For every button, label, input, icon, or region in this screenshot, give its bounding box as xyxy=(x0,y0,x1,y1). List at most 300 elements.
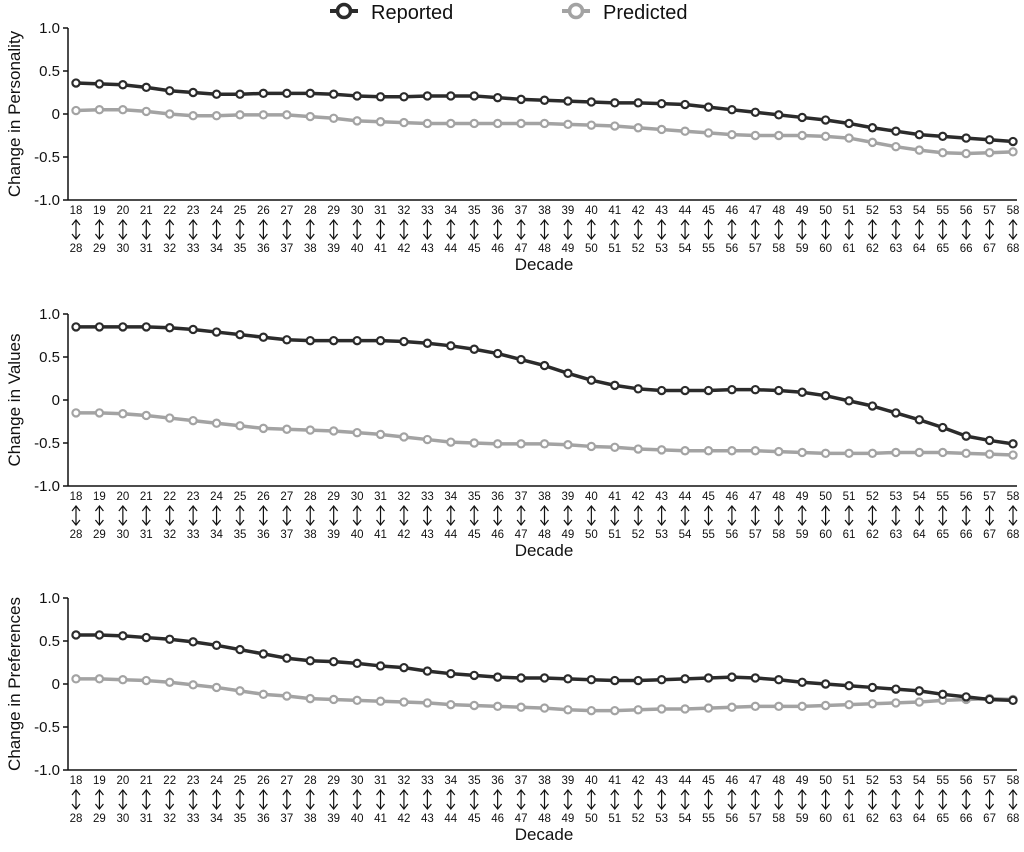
x-tick-label-end: 40 xyxy=(350,243,364,255)
x-tick-label-end: 47 xyxy=(514,243,528,255)
x-tick-label-start: 42 xyxy=(631,205,645,217)
y-tick-label: 1.0 xyxy=(39,306,60,323)
series-predicted-point xyxy=(377,698,384,705)
x-tick-label-start: 55 xyxy=(936,491,950,503)
x-tick-label-start: 44 xyxy=(678,205,692,217)
x-tick-range-arrow xyxy=(728,506,736,525)
series-reported-point xyxy=(96,323,103,330)
series-predicted-point xyxy=(354,429,361,436)
x-tick-label-end: 34 xyxy=(210,529,223,541)
series-predicted-point xyxy=(564,121,571,128)
series-reported-point xyxy=(541,97,548,104)
series-predicted-point xyxy=(963,150,970,157)
x-tick-label-end: 31 xyxy=(139,813,153,825)
x-tick-label-start: 41 xyxy=(608,775,622,787)
series-reported-point xyxy=(869,684,876,691)
x-tick-label-start: 52 xyxy=(866,775,879,787)
series-reported-point xyxy=(845,120,852,127)
series-predicted-point xyxy=(635,445,642,452)
x-tick-label-end: 45 xyxy=(467,813,481,825)
x-tick-label-start: 46 xyxy=(725,205,739,217)
series-predicted-point xyxy=(845,701,852,708)
series-predicted-point xyxy=(213,420,220,427)
y-tick-label: -1.0 xyxy=(34,478,60,495)
series-reported-point xyxy=(213,91,220,98)
series-reported-point xyxy=(963,134,970,141)
series-reported-point xyxy=(517,356,524,363)
x-tick-range-arrow xyxy=(283,790,291,809)
x-tick-range-arrow xyxy=(72,220,80,239)
x-tick-label-start: 57 xyxy=(983,775,996,787)
series-predicted-point xyxy=(471,439,478,446)
x-tick-label-end: 43 xyxy=(420,529,434,541)
series-predicted-point xyxy=(72,409,79,416)
x-tick-range-arrow xyxy=(728,220,736,239)
x-tick-range-arrow xyxy=(166,220,174,239)
x-tick-label-start: 47 xyxy=(748,205,762,217)
series-predicted-point xyxy=(869,450,876,457)
x-tick-label-start: 30 xyxy=(350,491,364,503)
series-predicted-point xyxy=(72,107,79,114)
series-reported-point xyxy=(681,387,688,394)
x-tick-range-arrow xyxy=(868,790,876,809)
series-predicted-point xyxy=(916,698,923,705)
x-tick-range-arrow xyxy=(423,790,431,809)
series-reported-point xyxy=(635,385,642,392)
series-reported-point xyxy=(236,91,243,98)
x-tick-label-start: 51 xyxy=(842,775,856,787)
x-tick-label-start: 37 xyxy=(514,205,528,217)
x-tick-label-start: 45 xyxy=(702,205,715,217)
series-predicted-point xyxy=(799,703,806,710)
series-reported-point xyxy=(213,328,220,335)
series-reported-point xyxy=(1009,138,1016,145)
x-tick-label-end: 59 xyxy=(795,529,809,541)
x-tick-range-arrow xyxy=(517,790,525,809)
y-tick-label: -1.0 xyxy=(34,192,60,209)
series-reported-point xyxy=(892,686,899,693)
x-tick-range-arrow xyxy=(189,506,197,525)
y-tick-label: -0.5 xyxy=(34,149,60,166)
series-predicted-point xyxy=(260,111,267,118)
x-tick-label-start: 19 xyxy=(93,205,106,217)
x-tick-label-start: 34 xyxy=(444,491,458,503)
x-tick-range-arrow xyxy=(915,790,923,809)
x-tick-label-start: 30 xyxy=(350,205,364,217)
y-tick-label: 0 xyxy=(51,676,60,693)
x-tick-label-start: 42 xyxy=(631,775,645,787)
series-predicted-point xyxy=(236,422,243,429)
series-reported-point xyxy=(143,323,150,330)
x-tick-range-arrow xyxy=(330,790,338,809)
series-reported-point xyxy=(424,340,431,347)
x-tick-label-end: 38 xyxy=(303,529,317,541)
x-tick-label-end: 66 xyxy=(959,243,973,255)
x-tick-label-start: 36 xyxy=(491,205,505,217)
series-reported-point xyxy=(705,674,712,681)
series-predicted-point xyxy=(307,695,314,702)
x-tick-label-end: 31 xyxy=(139,529,153,541)
x-tick-label-start: 21 xyxy=(139,775,153,787)
x-tick-label-end: 42 xyxy=(397,243,411,255)
x-tick-range-arrow xyxy=(915,506,923,525)
x-tick-range-arrow xyxy=(704,790,712,809)
x-tick-label-start: 54 xyxy=(912,205,926,217)
series-reported-point xyxy=(166,636,173,643)
x-tick-range-arrow xyxy=(681,790,689,809)
x-tick-range-arrow xyxy=(400,506,408,525)
series-predicted-point xyxy=(611,444,618,451)
x-tick-label-end: 57 xyxy=(748,243,762,255)
x-tick-label-start: 57 xyxy=(983,491,996,503)
series-reported-point xyxy=(471,672,478,679)
x-tick-range-arrow xyxy=(611,506,619,525)
x-tick-range-arrow xyxy=(634,220,642,239)
series-reported-point xyxy=(822,392,829,399)
x-tick-range-arrow xyxy=(447,220,455,239)
series-reported-point xyxy=(400,93,407,100)
series-predicted-point xyxy=(260,691,267,698)
series-reported-point xyxy=(775,111,782,118)
series-predicted-point xyxy=(588,707,595,714)
series-predicted-point xyxy=(447,120,454,127)
series-predicted-point xyxy=(377,118,384,125)
x-tick-label-end: 33 xyxy=(186,243,200,255)
x-tick-range-arrow xyxy=(728,790,736,809)
x-tick-label-end: 33 xyxy=(186,813,200,825)
x-tick-label-start: 40 xyxy=(584,775,598,787)
series-predicted-point xyxy=(869,139,876,146)
series-predicted-point xyxy=(1009,148,1016,155)
x-tick-label-end: 40 xyxy=(350,813,364,825)
x-tick-range-arrow xyxy=(95,506,103,525)
x-tick-label-start: 53 xyxy=(889,491,903,503)
x-tick-label-start: 26 xyxy=(257,491,270,503)
x-tick-label-end: 48 xyxy=(538,529,551,541)
series-predicted-point xyxy=(728,704,735,711)
x-tick-label-start: 29 xyxy=(327,491,341,503)
x-tick-label-end: 57 xyxy=(748,813,762,825)
x-tick-label-start: 22 xyxy=(163,775,177,787)
x-tick-range-arrow xyxy=(119,506,127,525)
x-tick-label-end: 28 xyxy=(69,243,83,255)
x-tick-label-end: 51 xyxy=(608,529,622,541)
x-tick-range-arrow xyxy=(681,220,689,239)
series-reported-point xyxy=(283,336,290,343)
series-predicted-point xyxy=(494,120,501,127)
series-reported-point xyxy=(986,437,993,444)
series-reported-point xyxy=(916,687,923,694)
series-reported-point xyxy=(986,136,993,143)
series-reported-point xyxy=(635,99,642,106)
x-tick-label-end: 49 xyxy=(561,813,575,825)
x-tick-label-end: 61 xyxy=(842,813,856,825)
x-tick-label-end: 68 xyxy=(1006,243,1020,255)
x-axis-title: Decade xyxy=(514,825,574,844)
x-tick-label-end: 42 xyxy=(397,529,411,541)
x-tick-label-end: 57 xyxy=(748,529,762,541)
series-reported-point xyxy=(119,632,126,639)
series-reported-point xyxy=(283,655,290,662)
x-tick-label-start: 37 xyxy=(514,491,528,503)
x-tick-label-end: 63 xyxy=(889,529,903,541)
x-tick-label-start: 32 xyxy=(397,491,411,503)
x-tick-label-start: 19 xyxy=(93,775,106,787)
legend-predicted-marker xyxy=(570,5,583,18)
x-tick-label-start: 43 xyxy=(655,205,669,217)
x-tick-range-arrow xyxy=(775,790,783,809)
panel-2 xyxy=(5,306,1019,560)
x-tick-range-arrow xyxy=(259,220,267,239)
x-tick-label-start: 49 xyxy=(795,491,809,503)
series-reported-point xyxy=(564,675,571,682)
x-tick-label-start: 21 xyxy=(139,205,153,217)
series-reported-point xyxy=(307,90,314,97)
x-tick-range-arrow xyxy=(587,506,595,525)
x-tick-range-arrow xyxy=(798,790,806,809)
series-predicted-point xyxy=(494,440,501,447)
x-tick-range-arrow xyxy=(494,220,502,239)
x-tick-label-end: 47 xyxy=(514,813,528,825)
x-tick-range-arrow xyxy=(798,506,806,525)
x-tick-label-end: 60 xyxy=(819,529,832,541)
x-tick-label-end: 65 xyxy=(936,243,950,255)
x-tick-label-start: 56 xyxy=(959,775,973,787)
series-reported-point xyxy=(752,386,759,393)
x-tick-range-arrow xyxy=(72,506,80,525)
x-tick-range-arrow xyxy=(775,506,783,525)
series-reported-point xyxy=(588,377,595,384)
x-tick-range-arrow xyxy=(330,220,338,239)
y-tick-label: -0.5 xyxy=(34,719,60,736)
x-tick-label-end: 46 xyxy=(491,529,505,541)
series-predicted-point xyxy=(400,119,407,126)
x-tick-label-start: 28 xyxy=(303,205,317,217)
series-predicted-point xyxy=(986,451,993,458)
x-tick-label-end: 39 xyxy=(327,243,341,255)
x-tick-label-end: 42 xyxy=(397,813,411,825)
x-tick-range-arrow xyxy=(822,790,830,809)
x-tick-range-arrow xyxy=(423,220,431,239)
x-tick-label-end: 48 xyxy=(538,813,551,825)
series-predicted-point xyxy=(143,412,150,419)
series-predicted-point xyxy=(752,132,759,139)
panel-3 xyxy=(5,590,1019,844)
legend-item-predicted xyxy=(562,2,688,24)
x-tick-label-start: 29 xyxy=(327,205,341,217)
y-tick-label: 0 xyxy=(51,392,60,409)
series-reported-point xyxy=(494,674,501,681)
x-tick-range-arrow xyxy=(986,506,994,525)
x-tick-label-end: 65 xyxy=(936,529,950,541)
x-tick-label-end: 31 xyxy=(139,243,153,255)
x-tick-label-end: 39 xyxy=(327,813,341,825)
series-predicted-point xyxy=(471,120,478,127)
x-tick-range-arrow xyxy=(541,506,549,525)
x-tick-range-arrow xyxy=(213,506,221,525)
x-tick-label-end: 61 xyxy=(842,529,856,541)
x-tick-label-end: 44 xyxy=(444,813,458,825)
y-tick-label: 0.5 xyxy=(39,633,60,650)
x-tick-label-end: 52 xyxy=(631,529,645,541)
x-tick-label-start: 48 xyxy=(772,491,786,503)
x-tick-label-end: 63 xyxy=(889,813,903,825)
series-predicted-point xyxy=(377,431,384,438)
x-tick-label-start: 58 xyxy=(1006,775,1020,787)
series-predicted-point xyxy=(541,120,548,127)
series-reported-point xyxy=(494,350,501,357)
x-tick-range-arrow xyxy=(986,220,994,239)
x-tick-range-arrow xyxy=(634,506,642,525)
x-tick-label-end: 67 xyxy=(983,529,996,541)
series-predicted-point xyxy=(681,128,688,135)
series-reported-point xyxy=(635,677,642,684)
x-tick-range-arrow xyxy=(658,506,666,525)
series-reported-point xyxy=(611,99,618,106)
x-tick-range-arrow xyxy=(423,506,431,525)
x-tick-label-start: 20 xyxy=(116,205,130,217)
series-reported-point xyxy=(541,674,548,681)
x-tick-label-end: 60 xyxy=(819,813,832,825)
series-predicted-point xyxy=(236,111,243,118)
x-tick-label-start: 38 xyxy=(538,775,551,787)
x-tick-label-end: 38 xyxy=(303,813,317,825)
x-tick-label-start: 37 xyxy=(514,775,528,787)
series-predicted-point xyxy=(869,700,876,707)
series-reported-point xyxy=(963,433,970,440)
x-tick-label-end: 66 xyxy=(959,813,973,825)
x-tick-label-start: 31 xyxy=(374,205,387,217)
x-tick-range-arrow xyxy=(939,506,947,525)
x-tick-range-arrow xyxy=(1009,790,1017,809)
x-tick-label-start: 28 xyxy=(303,775,317,787)
x-tick-label-start: 18 xyxy=(69,205,83,217)
series-reported-point xyxy=(845,397,852,404)
x-tick-label-start: 35 xyxy=(467,205,481,217)
x-tick-label-start: 44 xyxy=(678,491,692,503)
series-reported-point xyxy=(588,676,595,683)
x-tick-label-end: 67 xyxy=(983,813,996,825)
x-tick-range-arrow xyxy=(587,790,595,809)
x-tick-label-end: 68 xyxy=(1006,529,1020,541)
x-tick-label-start: 34 xyxy=(444,775,458,787)
series-reported-point xyxy=(705,104,712,111)
series-predicted-point xyxy=(236,687,243,694)
series-reported-point xyxy=(869,124,876,131)
x-tick-range-arrow xyxy=(704,220,712,239)
y-axis-title: Change in Personality xyxy=(5,30,24,198)
series-predicted-point xyxy=(635,706,642,713)
x-tick-range-arrow xyxy=(868,506,876,525)
series-reported-point xyxy=(775,676,782,683)
series-predicted-point xyxy=(517,120,524,127)
x-tick-label-end: 55 xyxy=(702,813,715,825)
x-tick-label-end: 61 xyxy=(842,243,856,255)
series-predicted-point xyxy=(424,699,431,706)
x-tick-label-end: 36 xyxy=(257,243,270,255)
series-reported-point xyxy=(236,331,243,338)
x-tick-label-end: 54 xyxy=(678,243,692,255)
x-tick-label-end: 58 xyxy=(772,813,786,825)
x-tick-label-start: 25 xyxy=(233,775,247,787)
x-tick-label-end: 55 xyxy=(702,243,715,255)
series-reported-point xyxy=(354,660,361,667)
series-predicted-point xyxy=(166,679,173,686)
x-tick-range-arrow xyxy=(189,220,197,239)
x-tick-label-end: 43 xyxy=(420,243,434,255)
x-tick-range-arrow xyxy=(119,220,127,239)
series-predicted-point xyxy=(494,703,501,710)
series-reported-point xyxy=(307,337,314,344)
x-tick-label-start: 22 xyxy=(163,205,177,217)
series-predicted-point xyxy=(213,112,220,119)
x-tick-label-start: 24 xyxy=(210,205,223,217)
legend-reported-label: Reported xyxy=(371,2,454,24)
x-tick-range-arrow xyxy=(494,506,502,525)
x-tick-label-end: 39 xyxy=(327,529,341,541)
x-tick-label-end: 59 xyxy=(795,243,809,255)
x-tick-label-end: 28 xyxy=(69,813,83,825)
series-reported-point xyxy=(939,424,946,431)
series-predicted-point xyxy=(728,131,735,138)
series-reported-point xyxy=(166,87,173,94)
x-tick-label-end: 64 xyxy=(912,243,926,255)
series-reported-point xyxy=(892,409,899,416)
series-predicted-point xyxy=(588,443,595,450)
series-reported-point xyxy=(330,658,337,665)
series-predicted-point xyxy=(705,129,712,136)
series-reported-point xyxy=(799,389,806,396)
x-tick-label-start: 52 xyxy=(866,491,879,503)
series-reported-point xyxy=(845,682,852,689)
series-reported-point xyxy=(72,631,79,638)
x-tick-label-end: 54 xyxy=(678,529,692,541)
series-predicted xyxy=(72,409,1016,458)
series-reported-point xyxy=(728,106,735,113)
x-tick-label-start: 27 xyxy=(280,491,294,503)
x-tick-range-arrow xyxy=(259,506,267,525)
series-reported-point xyxy=(705,387,712,394)
series-predicted-point xyxy=(822,450,829,457)
series-predicted-point xyxy=(611,707,618,714)
series-predicted-point xyxy=(822,702,829,709)
x-tick-label-end: 34 xyxy=(210,243,223,255)
series-predicted-point xyxy=(283,426,290,433)
y-tick-label: 0 xyxy=(51,106,60,123)
series-reported-point xyxy=(799,114,806,121)
series-reported-point xyxy=(939,133,946,140)
x-tick-range-arrow xyxy=(681,506,689,525)
x-tick-label-start: 32 xyxy=(397,205,411,217)
series-reported-point xyxy=(916,416,923,423)
series-predicted-point xyxy=(588,122,595,129)
x-tick-range-arrow xyxy=(1009,506,1017,525)
x-tick-label-start: 26 xyxy=(257,775,270,787)
x-tick-label-end: 52 xyxy=(631,243,645,255)
x-tick-range-arrow xyxy=(564,790,572,809)
legend-predicted-label: Predicted xyxy=(603,2,688,24)
x-tick-label-start: 24 xyxy=(210,491,223,503)
series-predicted-point xyxy=(564,706,571,713)
series-reported-point xyxy=(400,338,407,345)
series-reported-point xyxy=(330,91,337,98)
x-tick-range-arrow xyxy=(494,790,502,809)
x-tick-label-end: 46 xyxy=(491,813,505,825)
series-predicted-point xyxy=(939,149,946,156)
series-reported-point xyxy=(260,650,267,657)
x-tick-range-arrow xyxy=(330,506,338,525)
x-tick-label-start: 23 xyxy=(186,775,200,787)
